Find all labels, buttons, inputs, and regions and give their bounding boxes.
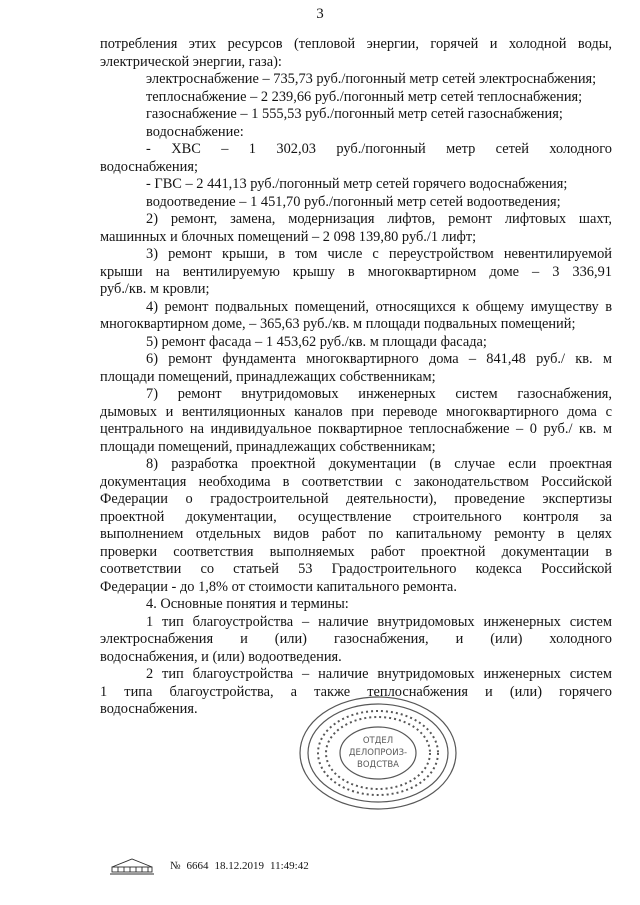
paragraph [100,246,612,299]
paragraph-line: - ГВС – 2 441,13 руб./погонный метр сетей горячего водоснабжения; [146,176,568,192]
paragraph-line: выполнением отдельных видов работ по капитальному ремонту в целях [100,526,612,542]
registration-time: 11:49:42 [270,860,309,872]
paragraph-line: 1 типа благоустройства, а также теплоснабжения и (или) горячего [100,683,612,700]
paragraph-line: центрального на индивидуальное поквартирное теплоснабжение – 0 руб./ кв. м [100,421,612,437]
paragraph-line: 4) ремонт подвальных помещений, относящихся к общему имуществу в [146,298,612,315]
paragraph-line: - ХВС – 1 302,03 руб./погонный метр сетей холодного [146,141,612,157]
paragraph-line: 2) ремонт, замена, модернизация лифтов, ремонт лифтовых шахт, [146,211,612,227]
paragraph-line: 1 тип благоустройства – наличие внутридомовых инженерных систем [146,613,612,630]
paragraph-line: водоотведение – 1 451,70 руб./погонный метр сетей водоотведения; [146,193,561,210]
paragraph-line: газоснабжение – 1 555,53 руб./погонный метр сетей газоснабжения; [146,106,563,122]
paragraph-line: потребления этих ресурсов (тепловой энергии, горячей и холодной воды, [100,36,612,52]
paragraph-line: электрической энергии, газа): [100,53,282,70]
paragraph-line: крыши на вентилируемую крышу в многоквартирном доме – 3 336,91 [100,263,612,280]
paragraph-line: Федерации о градостроительной деятельности), проведение экспертизы [100,491,612,507]
paragraph-line: водоснабжение: [146,123,244,140]
paragraph-line: 2 тип благоустройства – наличие внутридомовых инженерных систем [146,666,612,682]
registration-date: 18.12.2019 [214,860,264,872]
paragraph [100,351,612,386]
paragraph [100,89,612,107]
registration-number: 6664 [186,860,209,872]
stamp-text-line1: ОТДЕЛ [362,736,394,746]
paragraph-line: площади помещений, принадлежащих собственникам; [100,438,436,455]
paragraph [100,334,612,352]
registration-number-sign: № [170,860,181,872]
paragraph-line: водоснабжения, и (или) водоотведения. [100,648,342,665]
document-body [100,36,612,719]
registration-number-line [170,860,315,872]
paragraph-line: машинных и блочных помещений – 2 098 139,80 руб./1 лифт; [100,228,477,245]
paragraph [100,386,612,456]
paragraph-line: электроснабжение – 735,73 руб./погонный метр сетей электроснабжения; [146,71,597,87]
stamp-text-line2: ДЕЛОПРОИЗ- [348,748,408,758]
paragraph-line: площади помещений, принадлежащих собственникам; [100,368,436,385]
page-number: 3 [316,6,324,22]
paragraph-line: 3) ремонт крыши, в том числе с переустройством невентилируемой [146,246,612,262]
stamp-graphic [296,693,460,813]
paragraph [100,299,612,334]
registration-footer [108,856,315,876]
paragraph-line: водоснабжения. [100,701,198,717]
paragraph-line: проверки соответствия выполняемых работ проектной документации в [100,543,612,560]
paragraph-line: 8) разработка проектной документации (в случае если проектная [146,456,612,472]
paragraph-line: 5) ремонт фасада – 1 453,62 руб./кв. м площади фасада; [146,333,487,350]
paragraph-line: многоквартирном доме, – 365,63 руб./кв. м площади подвальных помещений; [100,316,576,332]
paragraph [100,456,612,596]
paragraph [100,71,612,89]
paragraph [100,596,612,614]
paragraph-line: Федерации - до 1,8% от стоимости капитального ремонта. [100,578,457,595]
paragraph [100,614,612,667]
stamp-text-line3: ВОДСТВА [357,760,399,770]
paragraph-line: руб./кв. м кровли; [100,281,210,297]
paragraph [100,106,612,124]
paragraph-line: водоснабжения; [100,158,198,175]
paragraph-line: проектной документации, осуществление строительного контроля за [100,508,612,525]
paragraph [100,176,612,194]
paragraph-line: электроснабжения и (или) газоснабжения, и (или) холодного [100,631,612,647]
paragraph [100,141,612,176]
paragraph [100,211,612,246]
paragraph [100,124,612,142]
paragraph-line: 7) ремонт внутридомовых инженерных систем газоснабжения, [146,386,612,402]
office-stamp [296,693,460,813]
paragraph-line: теплоснабжение – 2 239,66 руб./погонный метр сетей теплоснабжения; [146,88,583,105]
paragraph-line: 4. Основные понятия и термины: [146,596,349,612]
paragraph-line: соответствии со статьей 53 Градостроительного кодекса Российской [100,561,612,577]
paragraph-line: документация необходима в соответствии с законодательством Российской [100,473,612,490]
paragraph-line: 6) ремонт фундамента многоквартирного дома – 841,48 руб./ кв. м [146,351,612,367]
registry-logo-icon [108,857,156,875]
paragraph [100,36,612,71]
paragraph [100,194,612,212]
paragraph-line: дымовых и вентиляционных каналов при переводе многоквартирного дома с [100,403,612,420]
